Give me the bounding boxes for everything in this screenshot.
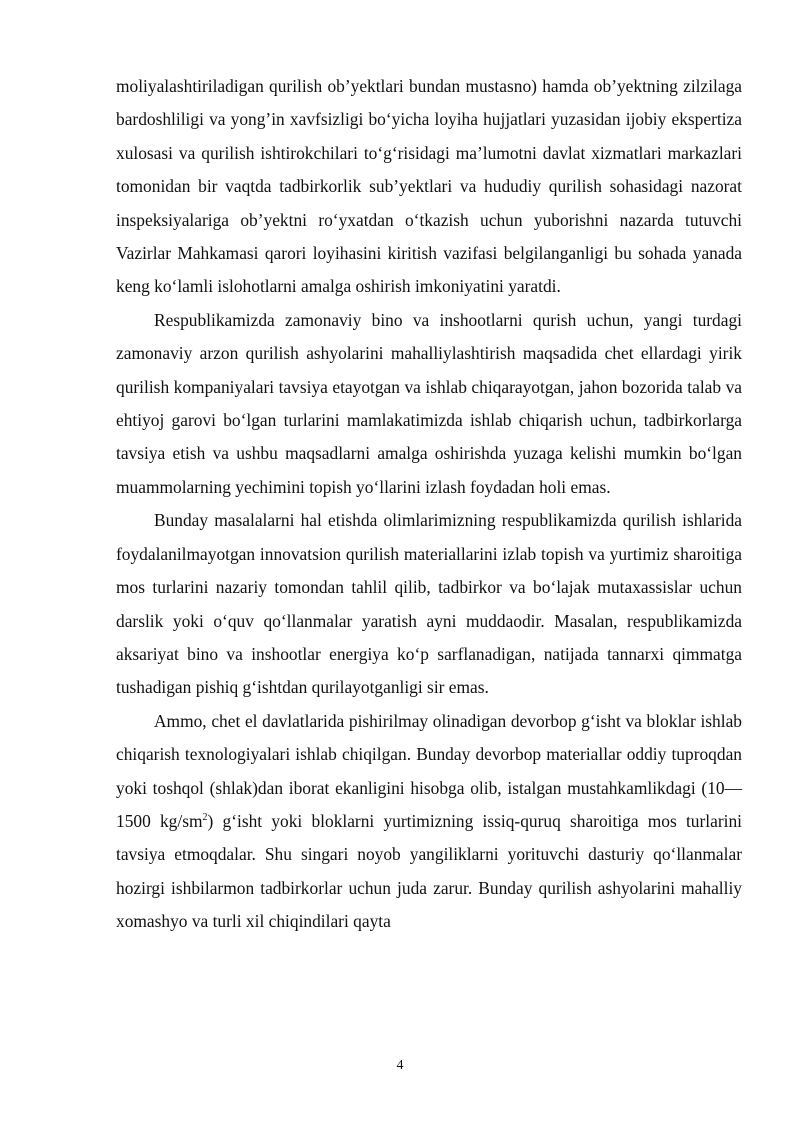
superscript-2: 2 [202,812,208,824]
paragraph-bunday-masalalarni: Bunday masalalarni hal etishda olimlarimizning respublikamizda qurilish ishlarida foydalanilmayotgan innovatsion qurilish materiallarini izlab topish va yurtimiz sharoitiga mos turlarini nazariy tomondan tahlil qilib, tadbirkor va bo‘lajak mutaxassislar uchun darslik yoki o‘quv qo‘llanmalar yaratish ayni muddaodir. Masalan, respublikamizda aksariyat bino va inshootlar energiya ko‘p sarflanadigan, natijada tannarxi qimmatga tushadigan pishiq g‘ishtdan qurilayotganligi sir emas. [116,510,742,698]
document-body [116,70,742,939]
paragraph-ammo-part-2: ) g‘isht yoki bloklarni yurtimizning issiq-quruq sharoitiga mos turlarini tavsiya etmoqdalar. Shu singari noyob yangiliklarni yorituvchi dasturiy qo‘llanmalar hozirgi ishbilarmon tadbirkorlar uchun juda zarur. Bunday qurilish ashyolarini mahalliy xomashyo va turli xil chiqindilari qayta [116,810,742,932]
paragraph-ammo-part-1: Ammo, chet el davlatlarida pishirilmay olinadigan devorbop g‘isht va bloklar ishlab chiqarish texnologiyalari ishlab chiqilgan. Bunday devorbop materiallar oddiy tuproqdan yoki toshqol (shlak)dan iborat ekanligini hisobga olib, istalgan mustahkamlikdagi (10—1500 kg/sm [116,710,742,831]
paragraph-ammo [116,705,742,939]
page-number: 4 [396,1058,404,1073]
paragraph-respublikamizda: Respublikamizda zamonaviy bino va inshootlarni qurish uchun, yangi turdagi zamonaviy arzon qurilish ashyolarini mahalliylashtirish maqsadida chet ellardagi yirik qurilish kompaniyalari tavsiya etayotgan va ishlab chiqarayotgan, jahon bozorida talab va ehtiyoj garovi bo‘lgan turlarini mamlakatimizda ishlab chiqarish uchun, tadbirkorlarga tavsiya etish va ushbu maqsadlarni amalga oshirishda yuzaga kelishi mumkin bo‘lgan muammolarning yechimini topish yo‘llarini izlash foydadan holi emas. [116,309,742,497]
paragraph-continuation: moliyalashtiriladigan qurilish ob’yektlari bundan mustasno) hamda ob’yektning zilzilaga bardoshliligi va yong’in xavfsizligi bo‘yicha loyiha hujjatlari yuzasidan ijobiy ekspertiza xulosasi va qurilish ishtirokchilari to‘g‘risidagi ma’lumotni davlat xizmatlari markazlari tomonidan bir vaqtda tadbirkorlik sub’yektlari va hududiy qurilish sohasidagi nazorat inspeksiyalariga ob’yektni ro‘yxatdan o‘tkazish uchun yuborishni nazarda tutuvchi Vazirlar Mahkamasi qarori loyihasini kiritish vazifasi belgilanganligi bu sohada yanada keng ko‘lamli islohotlarni amalga oshirish imkoniyatini yaratdi. [116,76,742,297]
